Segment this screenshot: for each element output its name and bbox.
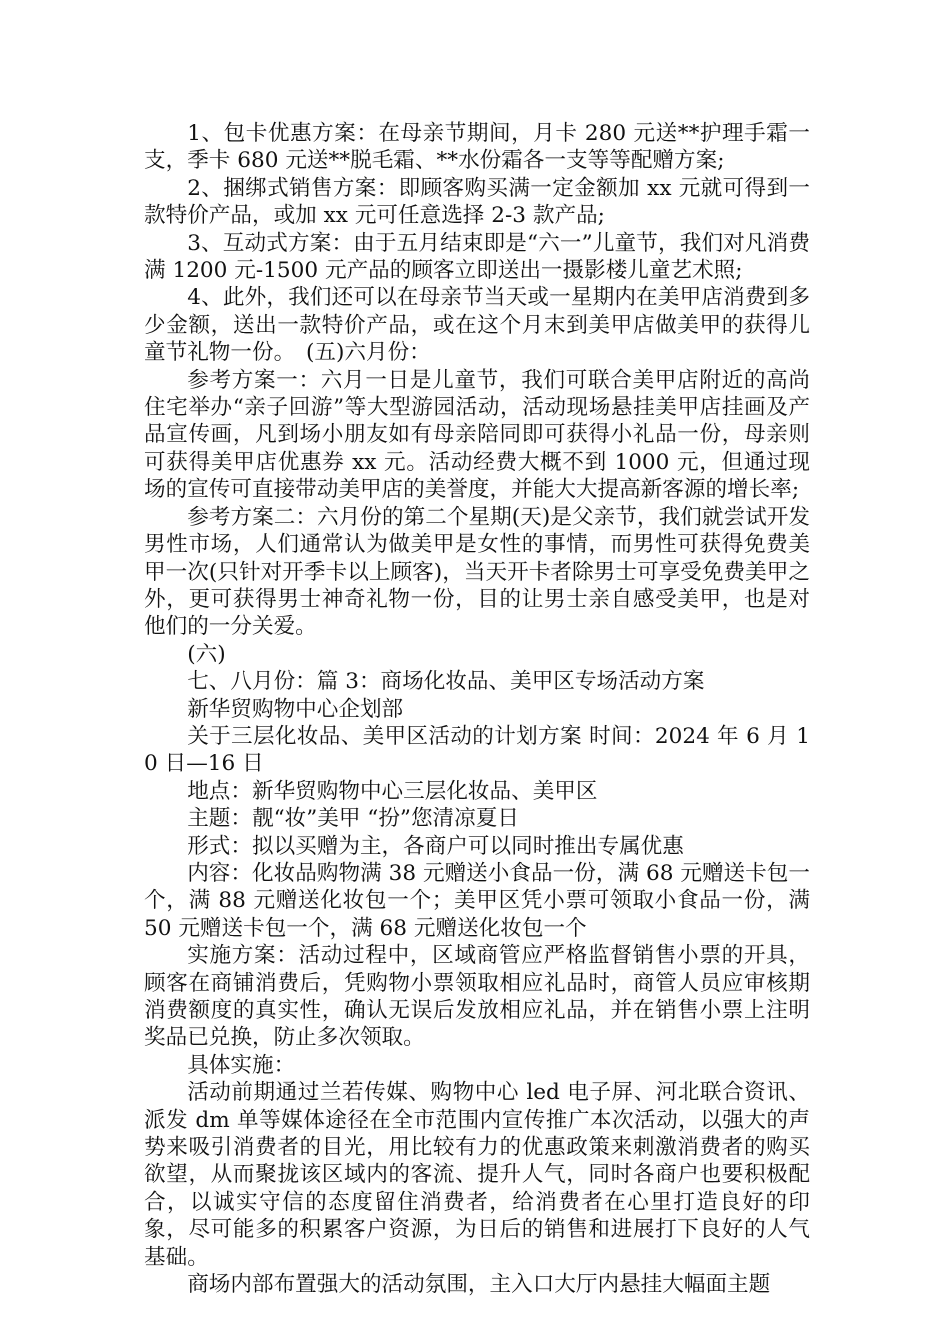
paragraph-format: 形式：拟以买赠为主，各商户可以同时推出专属优惠 (187, 833, 684, 859)
paragraph-section-six: (六) (187, 641, 226, 667)
paragraph-package-card-offer: 1、包卡优惠方案：在母亲节期间，月卡 280 元送**护理手霜一支，季卡 680 元送**脱毛霜、**水份霜各一支等等配赠方案; (144, 121, 810, 174)
paragraph-promotion-details: 活动前期通过兰若传媒、购物中心 led 电子屏、河北联合资讯、派发 dm 单等媒体途径在全市范围内宣传推广本次活动，以强大的声势来吸引消费者的目光，用比较有力的优惠政策来刺激消费者的购买欲望，从而聚拢该区域内的客流、提升人气，同时各商户也要积极配合，以诚实守信的态度留住消费者，给消费者在心里打造良好的印象，尽可能多的积累客户资源，为日后的销售和进展打下良好的人气基础。 (144, 1080, 810, 1270)
paragraph-content: 内容：化妆品购物满 38 元赠送小食品一份，满 68 元赠送卡包一个，满 88 元赠送化妆包一个；美甲区凭小票可领取小食品一份，满 50 元赠送卡包一个，满 68 元赠送化妆包一个 (144, 860, 810, 941)
paragraph-additional-offer: 4、此外，我们还可以在母亲节当天或一星期内在美甲店消费到多少金额，送出一款特价产品，或在这个月末到美甲店做美甲的获得儿童节礼物一份。 (五)六月份： (144, 285, 810, 366)
paragraph-plan-title-time: 关于三层化妆品、美甲区活动的计划方案 时间：2024 年 6 月 10 日—16 日 (144, 723, 810, 777)
paragraph-theme: 主题：靓“妆”美甲 “扮”您清凉夏日 (187, 806, 519, 832)
paragraph-bundle-sales: 2、捆绑式销售方案：即顾客购买满一定金额加 xx 元就可得到一款特价产品，或加 xx 元可任意选择 2-3 款产品; (144, 175, 810, 229)
paragraph-interactive-plan: 3、互动式方案：由于五月结束即是“六一”儿童节，我们对凡消费满 1200 元-1500 元产品的顾客立即送出一摄影楼儿童艺术照; (144, 230, 810, 284)
paragraph-reference-plan-one: 参考方案一：六月一日是儿童节，我们可联合美甲店附近的高尚住宅举办“亲子回游”等大型游园活动，活动现场悬挂美甲店挂画及产品宣传画，凡到场小朋友如有母亲陪同即可获得小礼品一份，母亲则可获得美甲店优惠券 xx 元。活动经费大概不到 1000 元，但通过现场的宣传可直接带动美甲店的美誉度，并能大大提高新客源的增长率; (144, 367, 810, 503)
paragraph-reference-plan-two: 参考方案二：六月份的第二个星期(天)是父亲节，我们就尝试开发男性市场，人们通常认为做美甲是女性的事情，而男性可获得免费美甲一次(只针对开季卡以上顾客)，当天开卡者除男士可享受免费美甲之外，更可获得男士神奇礼物一份，目的让男士亲自感受美甲，也是对他们的一分关爱。 (144, 504, 810, 640)
paragraph-specific-implementation-heading: 具体实施： (187, 1052, 296, 1078)
paragraph-planning-department: 新华贸购物中心企划部 (187, 696, 404, 722)
paragraph-implementation-plan: 实施方案：活动过程中，区域商管应严格监督销售小票的开具，顾客在商铺消费后，凭购物小票领取相应礼品时，商管人员应审核期消费额度的真实性，确认无误后发放相应礼品，并在销售小票上注明奖品已兑换，防止多次领取。 (144, 943, 810, 1051)
paragraph-location: 地点：新华贸购物中心三层化妆品、美甲区 (187, 778, 598, 804)
paragraph-july-august-heading: 七、八月份：篇 3：商场化妆品、美甲区专场活动方案 (187, 669, 705, 695)
document-page (144, 120, 810, 1298)
paragraph-mall-atmosphere: 商场内部布置强大的活动氛围，主入口大厅内悬挂大幅面主题 (187, 1272, 771, 1298)
